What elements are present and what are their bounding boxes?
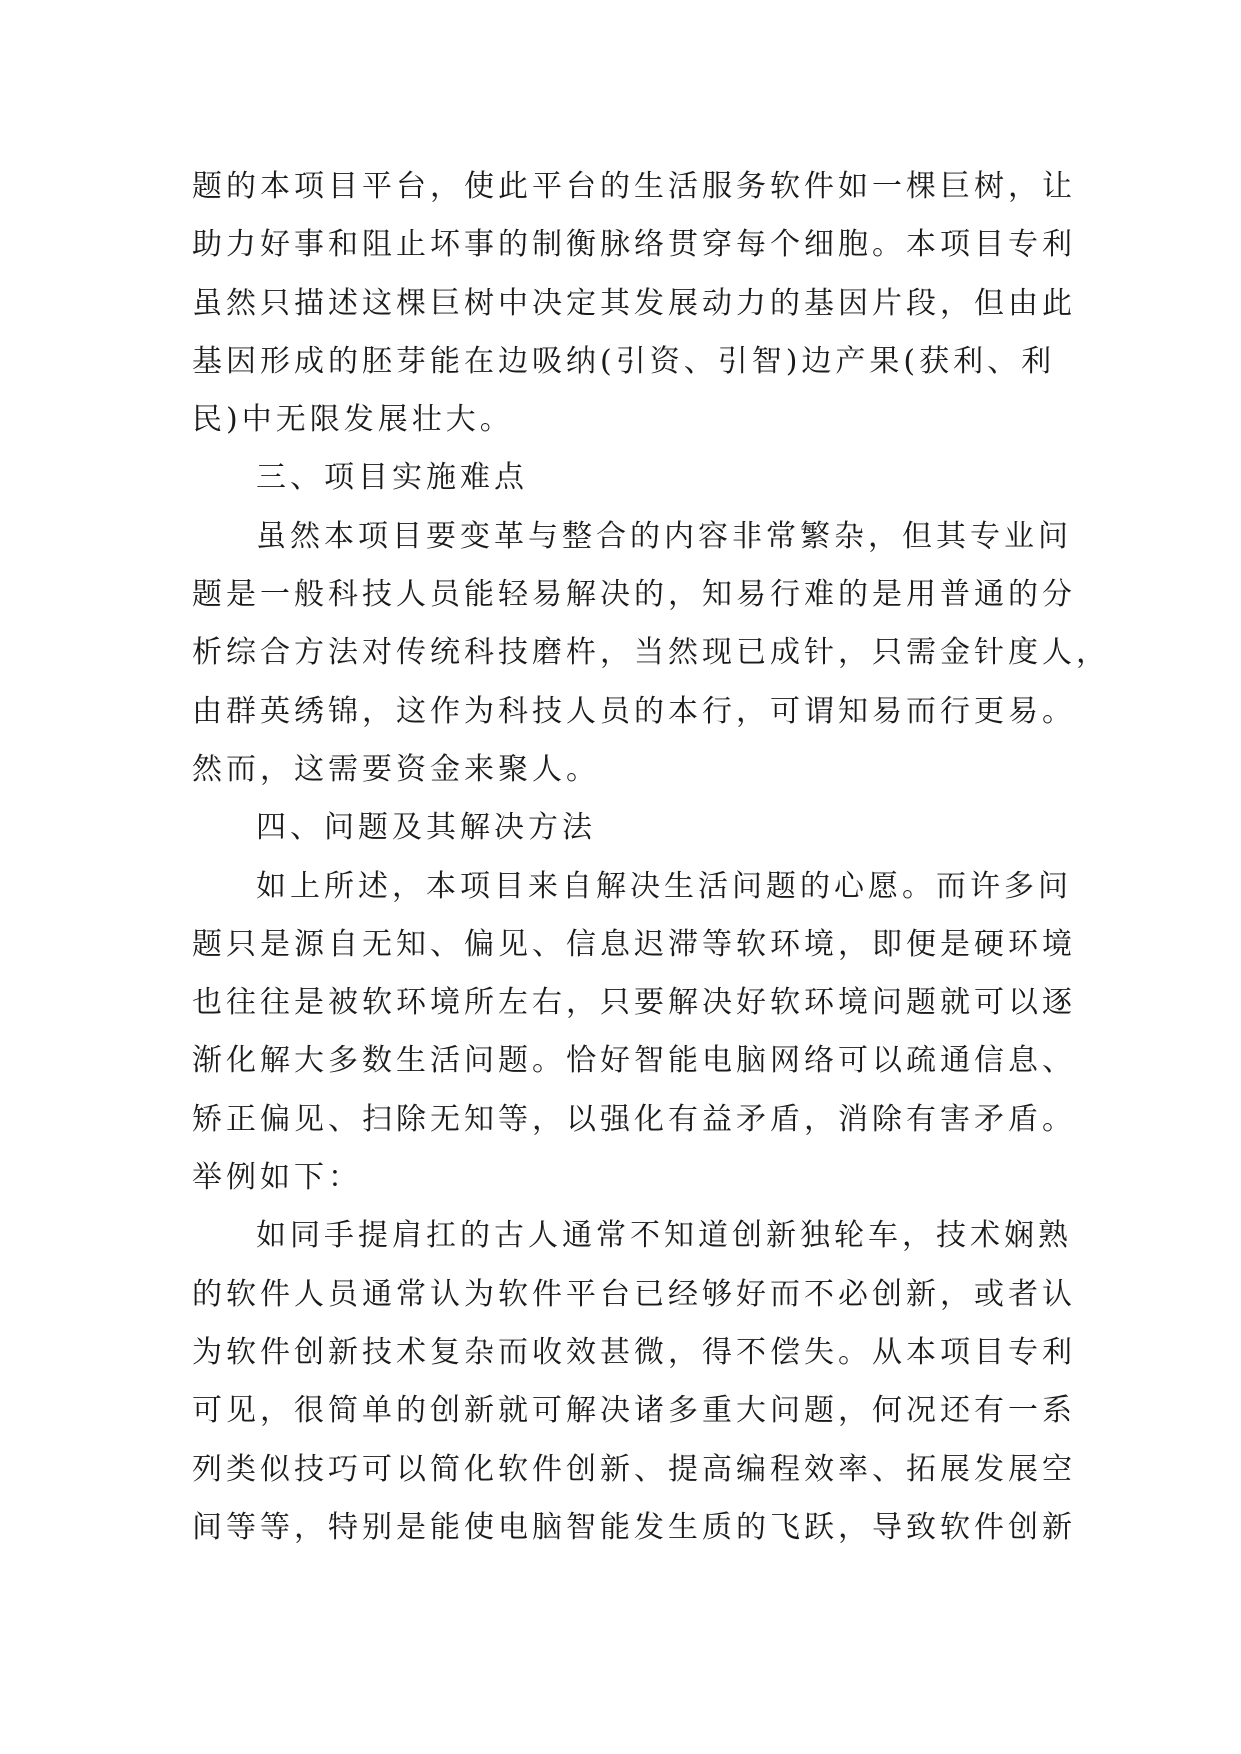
text-line: 渐化解大多数生活问题。恰好智能电脑网络可以疏通信息、 (192, 1043, 1076, 1079)
text-line: 矫正偏见、扫除无知等，以强化有益矛盾，消除有害矛盾。 (192, 1101, 1076, 1137)
text-line: 析综合方法对传统科技磨杵，当然现已成针，只需金针度人， (192, 635, 1110, 671)
text-line: 民)中无限发展壮大。 (192, 402, 514, 438)
text-line: 的软件人员通常认为软件平台已经够好而不必创新，或者认 (192, 1276, 1076, 1312)
text-line: 题的本项目平台，使此平台的生活服务软件如一棵巨树，让 (192, 169, 1076, 204)
text-line: 然而，这需要资金来聚人。 (192, 751, 600, 787)
text-line: 题只是源自无知、偏见、信息迟滞等软环境，即便是硬环境 (192, 926, 1076, 962)
text-line: 虽然本项目要变革与整合的内容非常繁杂，但其专业问 (256, 518, 1072, 554)
text-line: 基因形成的胚芽能在边吸纳(引资、引智)边产果(获利、利 (192, 343, 1056, 379)
text-line: 间等等，特别是能使电脑智能发生质的飞跃，导致软件创新 (192, 1509, 1076, 1545)
text-line: 虽然只描述这棵巨树中决定其发展动力的基因片段，但由此 (192, 285, 1076, 321)
text-line: 举例如下： (192, 1160, 362, 1196)
text-line: 如同手提肩扛的古人通常不知道创新独轮车，技术娴熟 (256, 1218, 1072, 1254)
text-line: 四、问题及其解决方法 (256, 810, 596, 846)
text-line: 三、项目实施难点 (256, 460, 528, 496)
text-line: 可见，很简单的创新就可解决诸多重大问题，何况还有一系 (192, 1393, 1076, 1429)
text-line: 题是一般科技人员能轻易解决的，知易行难的是用普通的分 (192, 577, 1076, 613)
text-line: 由群英绣锦，这作为科技人员的本行，可谓知易而行更易。 (192, 693, 1076, 729)
text-line: 列类似技巧可以简化软件创新、提高编程效率、拓展发展空 (192, 1451, 1076, 1487)
text-line: 如上所述，本项目来自解决生活问题的心愿。而许多问 (256, 868, 1072, 904)
text-line: 也往往是被软环境所左右，只要解决好软环境问题就可以逐 (192, 985, 1076, 1021)
text-line: 为软件创新技术复杂而收效甚微，得不偿失。从本项目专利 (192, 1334, 1076, 1370)
text-line: 助力好事和阻止坏事的制衡脉络贯穿每个细胞。本项目专利 (192, 227, 1076, 263)
document-page (192, 158, 1110, 1557)
